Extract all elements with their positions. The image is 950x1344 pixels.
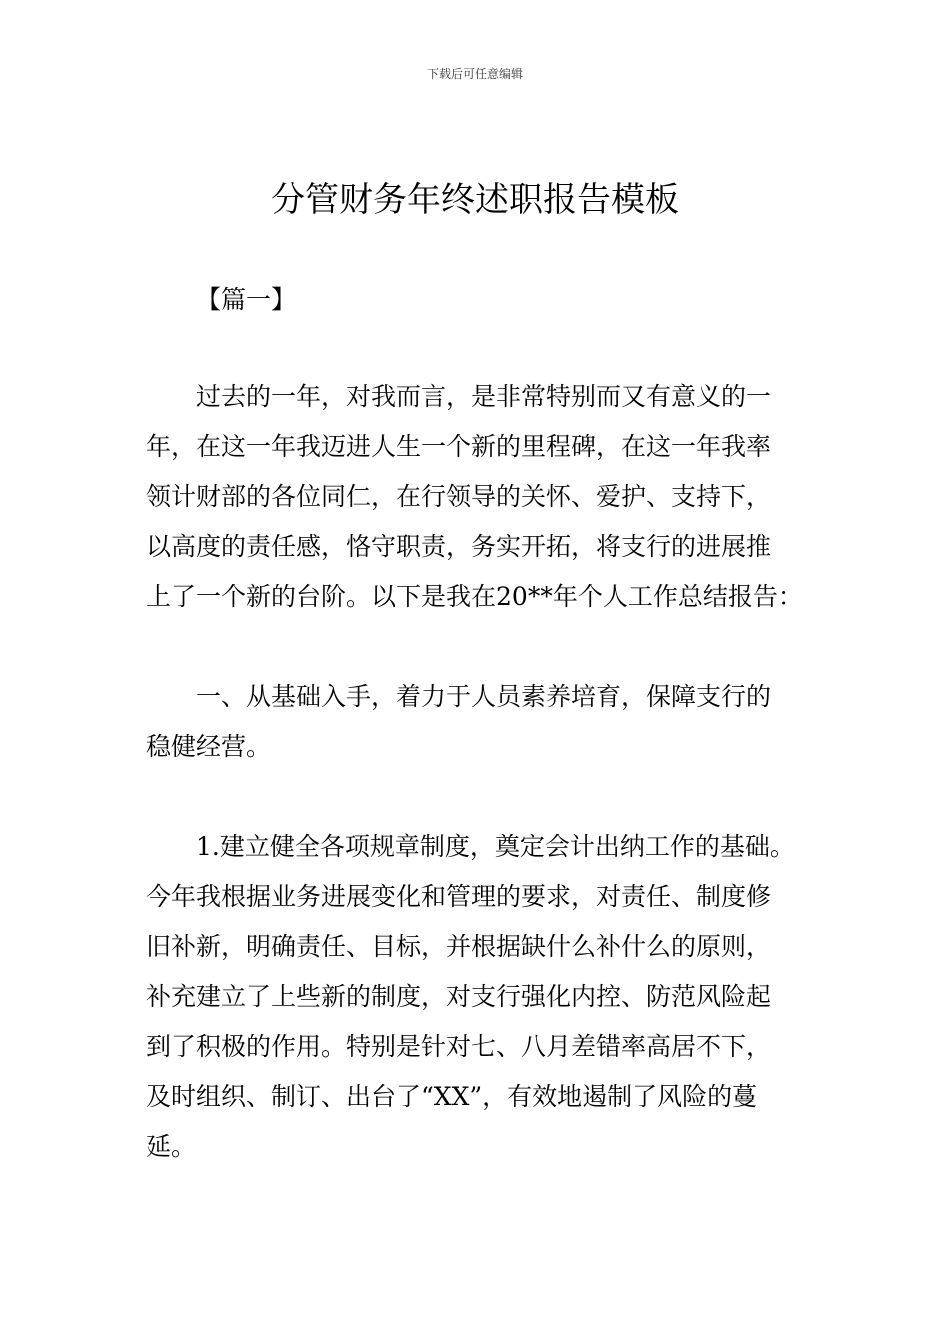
paragraph-line: 过去的一年，对我而言，是非常特别而又有意义的一 [146,382,772,411]
paragraph-line: 旧补新，明确责任、目标，并根据缺什么补什么的原则， [146,932,772,961]
paragraph-line: 延。 [146,1132,197,1161]
paragraph-heading-one [146,672,818,772]
document-title: 分管财务年终述职报告模板 [271,180,679,220]
paragraph-line: 一、从基础入手，着力于人员素养培育，保障支行的 [146,682,772,711]
paragraph-line: 年，在这一年我迈进人生一个新的里程碑，在这一年我率 [146,432,772,461]
paragraph-line: 到了积极的作用。特别是针对七、八月差错率高居不下， [146,1032,772,1061]
paragraph-line: 上了一个新的台阶。以下是我在20**年个人工作总结报告： [146,582,803,611]
paragraph-line: 及时组织、制订、出台了“XX”，有效地遏制了风险的蔓 [146,1082,758,1111]
paragraph-line: 稳健经营。 [146,732,272,761]
paragraph-item-one [146,822,818,1172]
paragraph-line: 补充建立了上些新的制度，对支行强化内控、防范风险起 [146,982,772,1011]
paragraph-line: 今年我根据业务进展变化和管理的要求，对责任、制度修 [146,882,772,911]
header-note: 下载后可任意编辑 [426,67,523,81]
paragraph-line: 1.建立健全各项规章制度，奠定会计出纳工作的基础。 [146,832,795,861]
paragraph-line: 以高度的责任感，恪守职责，务实开拓，将支行的进展推 [146,532,772,561]
section-label: 【篇一】 [196,285,297,314]
paragraph-line: 领计财部的各位同仁，在行领导的关怀、爱护、支持下， [146,482,772,511]
paragraph-intro [146,372,818,622]
